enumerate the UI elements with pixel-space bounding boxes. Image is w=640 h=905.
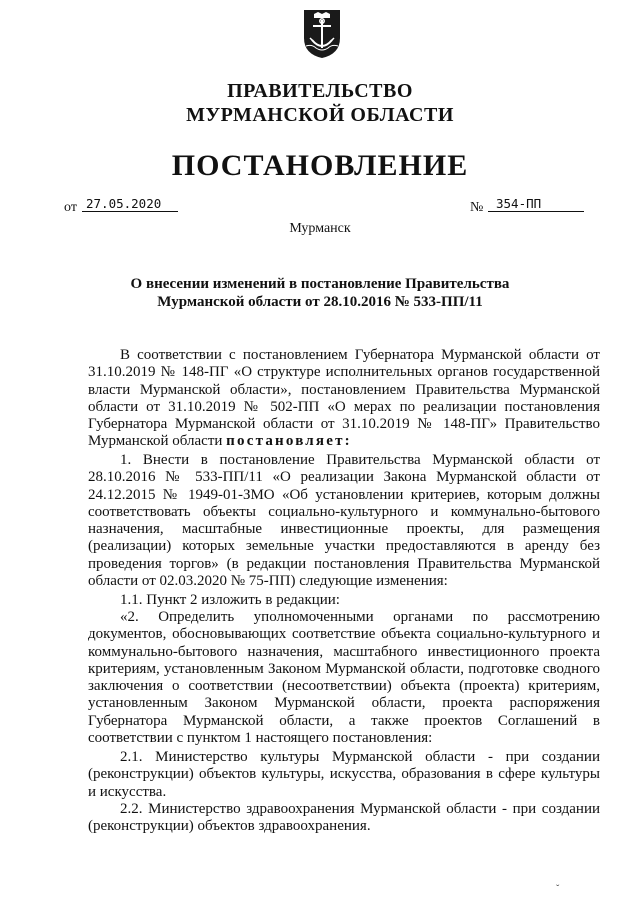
- paragraph-item-2: «2. Определить уполномоченными органами по рассмотрению документов, обосновывающих соответствие объекта социально-культурного и коммунально-бытового назначения, масштабного инвестиционного проекта критериям, установленным Законом Мурманской области, подготовке сводного заключения о соответствии (несоответствии) объекта (проекта) критериям, установленным Законом Мурманской области, проекта распоряжения Губернатора Мурманской области, а также проектов Соглашений в соответствии с пунктом 1 настоящего постановления:: [88, 609, 600, 747]
- decree-title-line2: Мурманской области от 28.10.2016 № 533-ПП/11: [157, 294, 483, 310]
- government-name-line1: ПРАВИТЕЛЬСТВО: [227, 80, 413, 102]
- preamble-text: В соответствии с постановлением Губернатора Мурманской области от 31.10.2019 № 148-ПГ «О структуре исполнительных органов государственной власти Мурманской области», постановлением Правительства Мурманской области от 31.10.2019 № 502-ПП «О мерах по реализации постановления Губернатора Мурманской области от 31.10.2019 № 148-ПГ» Правительство Мурманской области: [88, 347, 600, 450]
- paragraph-preamble: [88, 347, 600, 451]
- preamble-action: постановляет:: [226, 433, 352, 450]
- document-type-heading: ПОСТАНОВЛЕНИЕ: [171, 149, 469, 182]
- decree-title: [80, 275, 560, 311]
- city-name: Мурманск: [289, 221, 351, 236]
- decree-date: 27.05.2020: [82, 196, 178, 212]
- paragraph-item-2-1: 2.1. Министерство культуры Мурманской области - при создании (реконструкции) объектов культуры, искусства, образования в сфере культуры и искусства.: [88, 749, 600, 800]
- government-name-line2: МУРМАНСКОЙ ОБЛАСТИ: [186, 104, 454, 126]
- number-prefix: №: [470, 200, 484, 215]
- decree-number: 354-ПП: [488, 196, 584, 212]
- coat-of-arms-emblem: [302, 8, 342, 60]
- date-prefix: от: [64, 200, 77, 215]
- page-mark: ˇ: [556, 884, 560, 895]
- decree-title-line1: О внесении изменений в постановление Правительства: [130, 276, 510, 292]
- paragraph-item-1: 1. Внести в постановление Правительства Мурманской области от 28.10.2016 № 533-ПП/11 «О реализации Закона Мурманской области от 24.12.2015 № 1949-01-ЗМО «Об установлении критериев, которым должны соответствовать объекты социально-культурного и коммунально-бытового назначения, масштабные инвестиционные проекты, для размещения (реализации) которых земельные участки предоставляются в аренду без проведения торгов» (в редакции постановления Правительства Мурманской области от 02.03.2020 № 75-ПП) следующие изменения:: [88, 452, 600, 590]
- paragraph-item-2-2: 2.2. Министерство здравоохранения Мурманской области - при создании (реконструкции) объектов здравоохранения.: [88, 801, 600, 835]
- paragraph-item-1-1: 1.1. Пункт 2 изложить в редакции:: [120, 592, 340, 608]
